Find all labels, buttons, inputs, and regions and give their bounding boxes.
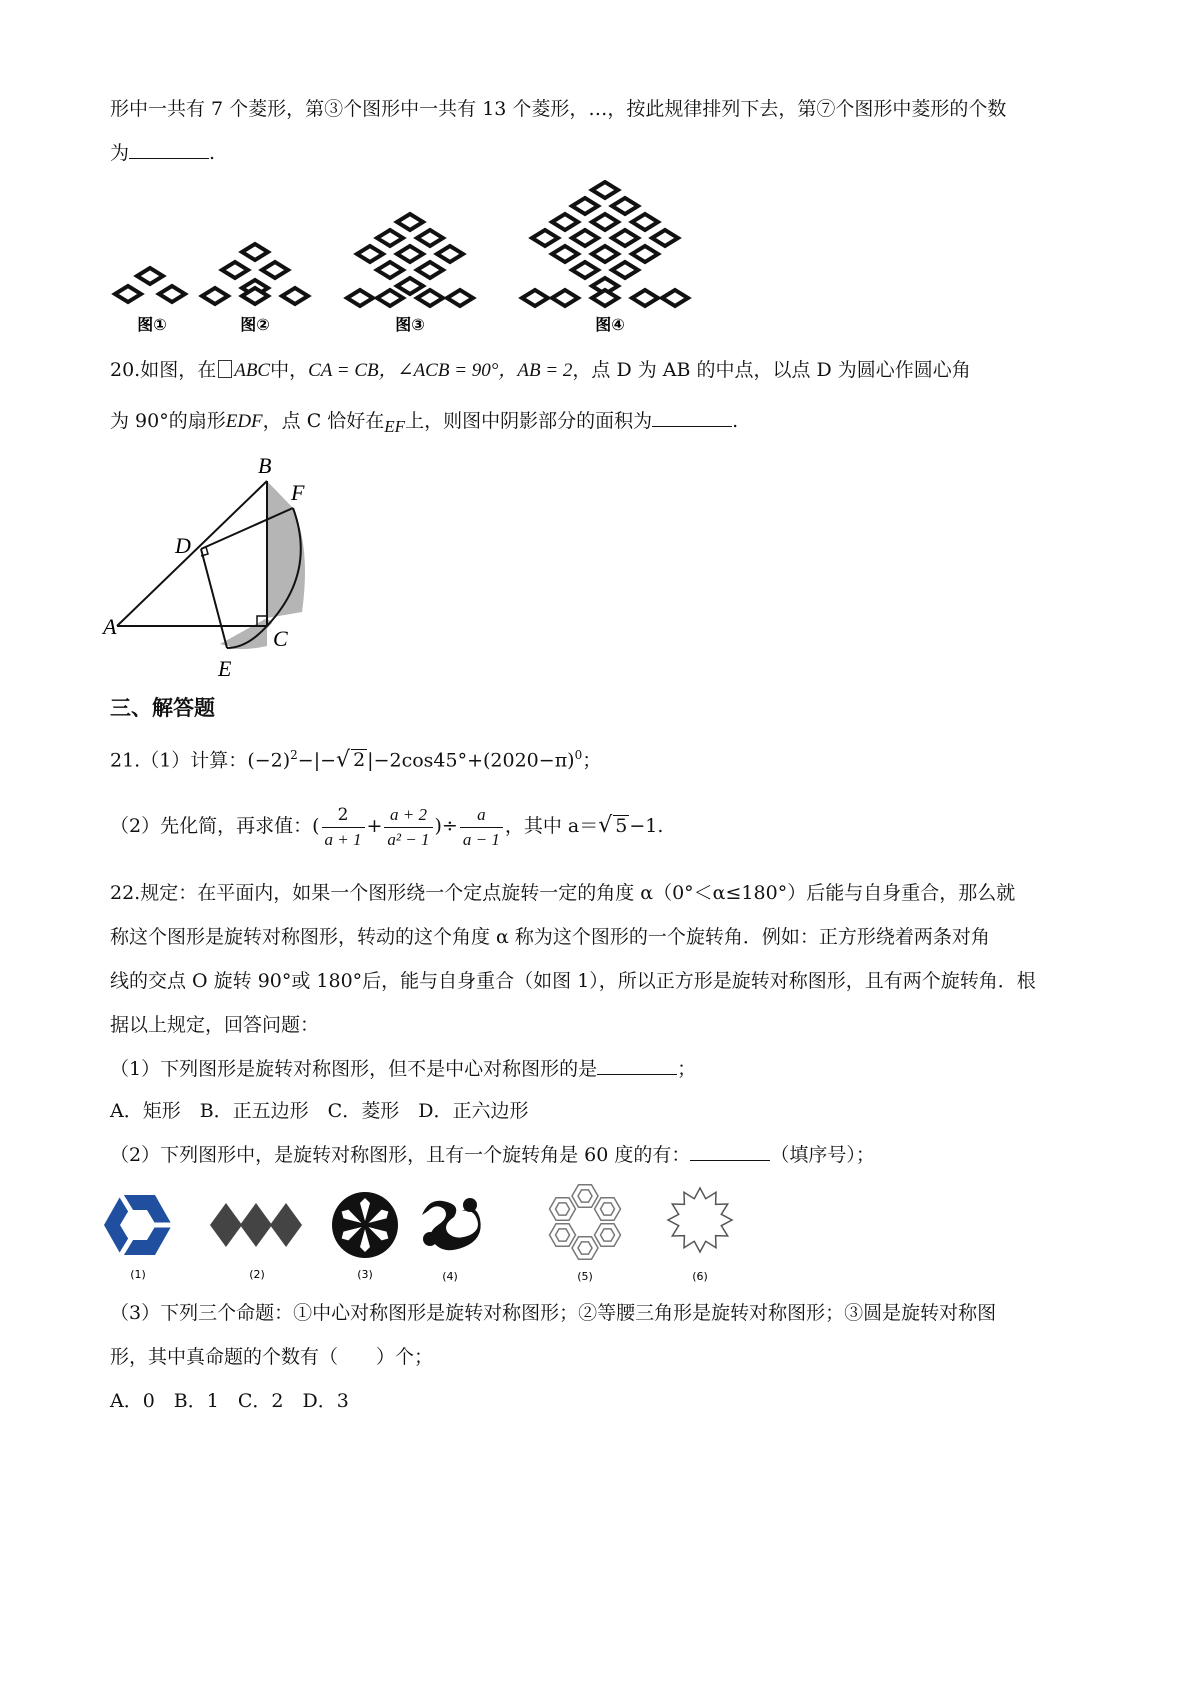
rhombus-shape [592,246,618,262]
q21-part2: （2）先化简，再求值：( $\frac{2}{a + 1}$ + $\frac{a + 2}{\text{a² − 1}}$ )÷ $\frac{a}{a - 1}$ ，其中 a＝√ 5 −1. [110,800,663,852]
rhombus-shape [552,214,578,230]
rhombus-shape [612,262,638,278]
q22-line1: 22.规定：在平面内，如果一个图形绕一个定点旋转一定的角度 α（0°＜α≤180°）后能与自身重合，那么就 [110,882,1016,904]
q22-sub3-line2: 形，其中真命题的个数有（ ）个； [110,1346,434,1368]
rhombus-shape [397,246,423,262]
shape-1-blue-logo-icon [104,1195,172,1255]
figure-label-1: 图① [137,315,167,334]
q22-sub1-options: A．矩形 B．正五边形 C．菱形 D．正六边形 [110,1100,529,1122]
figure-label-2: 图② [240,315,270,334]
shape-label-6: (6) [692,1270,708,1283]
figure-label-3: 图③ [395,315,425,334]
answer-blank [652,408,732,427]
rhombus-shape [437,246,463,262]
section-heading: 三、解答题 [110,696,215,720]
q22-sub3-line1: （3）下列三个命题：①中心对称图形是旋转对称图形；②等腰三角形是旋转对称图形；③圆是旋转对称图 [110,1302,997,1324]
shape-4-swirl-icon [422,1198,481,1250]
rhombus-shape [592,214,618,230]
q20-text-line1: 20.如图，在 ABC中，CA = CB，∠ACB = 90°，AB = 2，点 D 为 AB 的中点，以点 D 为圆心作圆心角 [110,359,971,381]
rhombus-shape [282,288,308,304]
q19-text-line1: 形中一共有 7 个菱形，第③个图形中一共有 13 个菱形，…，按此规律排列下去，第⑦个图形中菱形的个数 [110,98,1007,120]
shape-6-star-icon [668,1188,732,1252]
rhombus-shape [662,290,688,306]
rhombus-shape [202,288,228,304]
rhombus-shape [572,230,598,246]
shape-label-5: (5) [577,1270,593,1283]
rhombus-shape [592,290,618,306]
rhombus-shape [612,230,638,246]
rhombus-shape [632,214,658,230]
fraction-2: $\frac{a + 2}{\text{a² − 1}}$ [384,803,432,852]
answer-blank [690,1142,770,1161]
rhombus-shape [397,278,423,294]
point-label-e: E [218,656,232,681]
rhombus-shape [115,286,141,302]
shape-3-circle-star-icon [332,1192,398,1258]
point-label-a: A [103,614,117,639]
point-label-f: F [291,480,305,505]
shape-label-1: (1) [130,1268,146,1281]
shape-label-2: (2) [249,1268,265,1281]
rhombus-shape [377,230,403,246]
rhombus-shape [632,246,658,262]
shape-label-4: (4) [442,1270,458,1283]
answer-blank [129,140,209,159]
q22-line4: 据以上规定，回答问题： [110,1014,320,1036]
rhombus-group [115,182,688,306]
fraction-3: $\frac{a}{a - 1}$ [460,803,503,852]
rhombus-shape [552,290,578,306]
rhombus-shape [242,244,268,260]
rhombus-shape [447,290,473,306]
shape-label-3: (3) [357,1268,373,1281]
rhombus-shape [652,230,678,246]
figure-label-4: 图④ [595,315,625,334]
q22-sub3-options: A．0 B．1 C．2 D．3 [110,1390,349,1412]
rhombus-shape [417,262,443,278]
shape-5-hexagon-ring-icon [550,1185,621,1260]
rhombus-pattern-figure [100,180,720,340]
rhombus-shape [357,246,383,262]
answer-blank [597,1056,677,1075]
rhombus-shape [612,198,638,214]
rotation-shapes-figure [100,1180,760,1290]
rhombus-shape [532,230,558,246]
rhombus-shape [417,290,443,306]
triangle-symbol [218,360,232,378]
rhombus-shape [262,262,288,278]
rhombus-shape [347,290,373,306]
rhombus-shape [522,290,548,306]
point-label-d: D [175,533,191,558]
q22-line3: 线的交点 O 旋转 90°或 180°后，能与自身重合（如图 1），所以正方形是旋转对称图形，且有两个旋转角．根 [110,970,1036,992]
sector-triangle-figure [95,448,335,683]
q21-part1: 21.（1）计算：$(-2)^2-|-√$ 2 $|-2\cos 45^\circ+(2020-\pi)^0$； [110,747,602,773]
rhombus-shape [592,182,618,198]
fraction-1: $\frac{2}{a + 1}$ [322,803,365,852]
rhombus-shape [572,262,598,278]
point-label-c: C [273,626,288,651]
rhombus-shape [632,290,658,306]
shape-2-diamonds-icon [210,1203,302,1247]
rhombus-shape [397,214,423,230]
rhombus-shape [417,230,443,246]
q19-text-line2: 为 . [110,142,216,164]
rhombus-shape [377,262,403,278]
q22-line2: 称这个图形是旋转对称图形，转动的这个角度 α 称为这个图形的一个旋转角．例如：正方形绕着两条对角 [110,926,990,948]
point-label-b: B [258,453,272,478]
q22-sub1: （1）下列图形是旋转对称图形，但不是中心对称图形的是 ； [110,1058,697,1080]
rhombus-shape [552,246,578,262]
rhombus-shape [137,268,163,284]
rhombus-shape [572,198,598,214]
q20-text-line2: 为 90°的扇形EDF，点 C 恰好在EF上，则图中阴影部分的面积为 . [110,410,739,436]
rhombus-shape [159,286,185,302]
rhombus-shape [377,290,403,306]
q22-sub2: （2）下列图形中，是旋转对称图形，且有一个旋转角是 60 度的有： （填序号）； [110,1144,875,1166]
rhombus-shape [222,262,248,278]
